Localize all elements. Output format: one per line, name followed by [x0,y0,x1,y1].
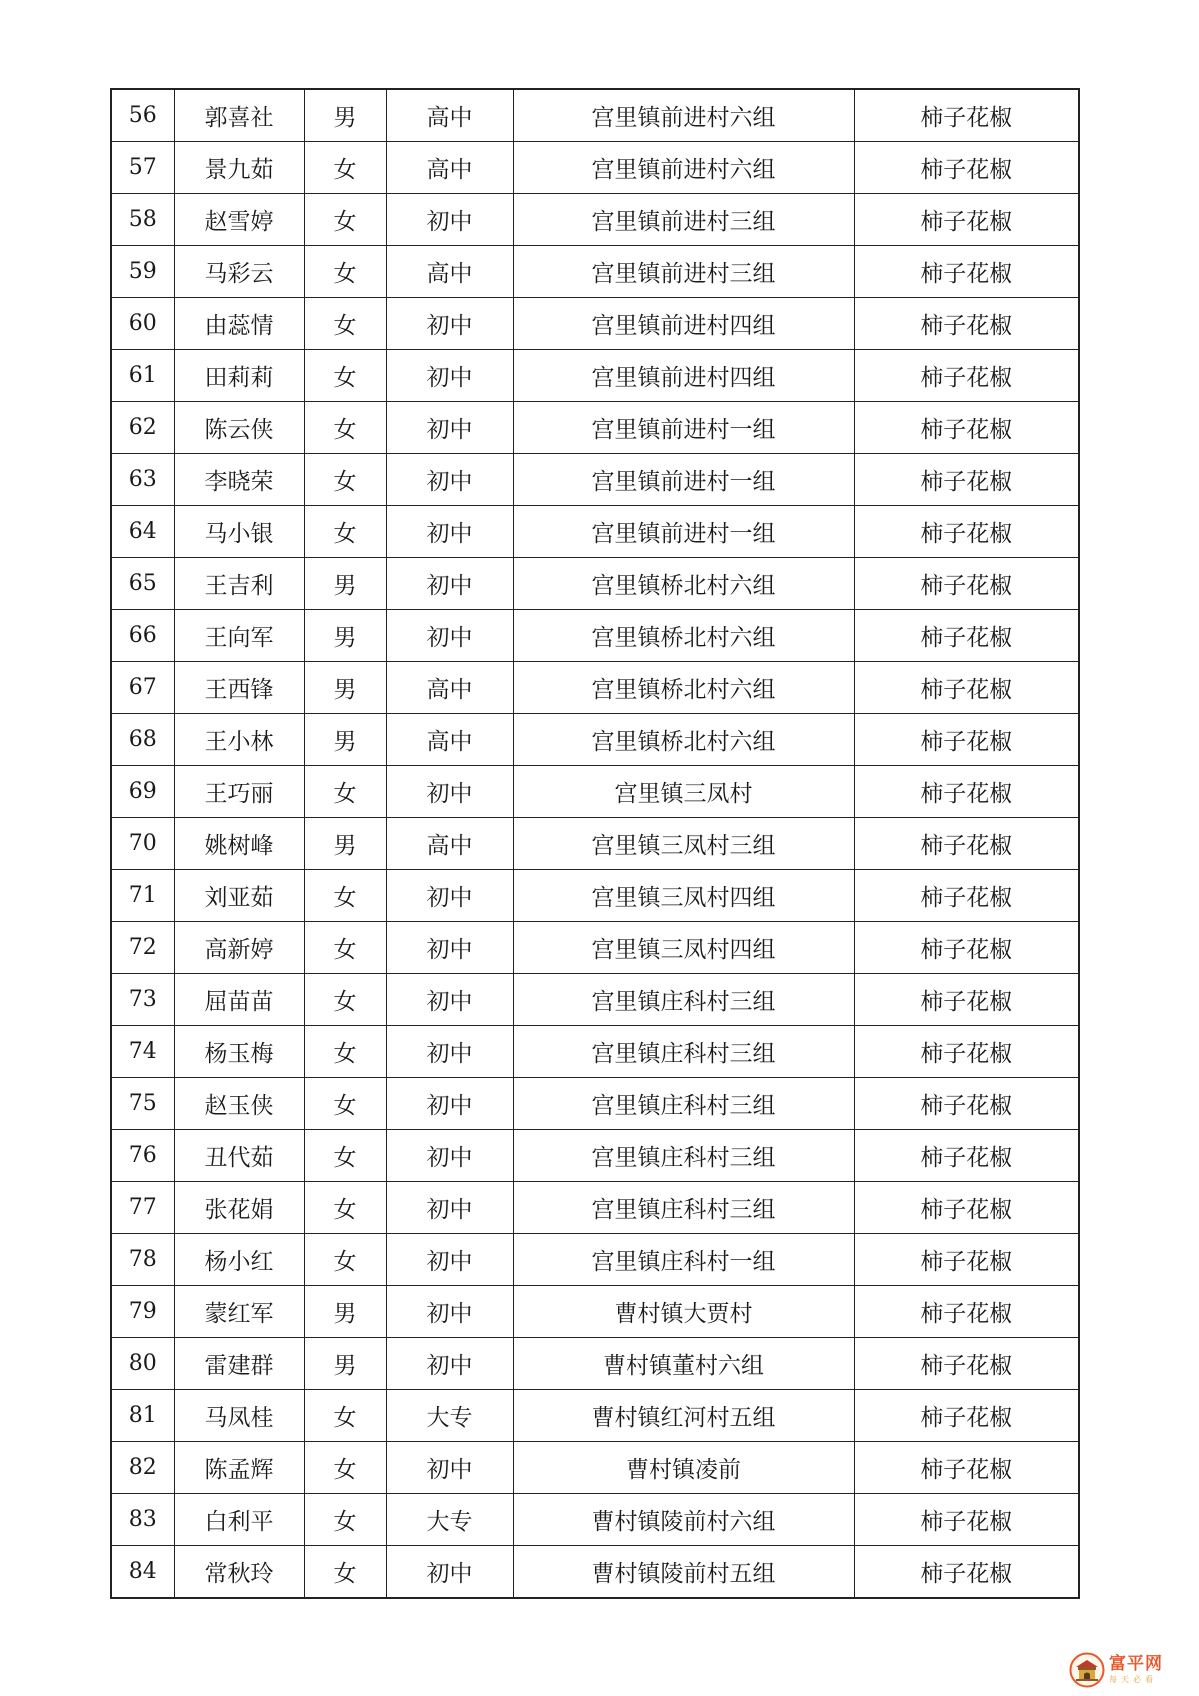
gender-cell: 女 [304,402,386,454]
address-cell: 宫里镇前进村一组 [513,454,854,506]
address-cell: 宫里镇三凤村 [513,766,854,818]
name-cell: 王向军 [174,610,304,662]
training-cell: 柿子花椒 [854,922,1079,974]
name-cell: 王西锋 [174,662,304,714]
table-row [111,298,1079,350]
name-cell: 姚树峰 [174,818,304,870]
training-cell: 柿子花椒 [854,1546,1079,1599]
address-cell: 宫里镇前进村六组 [513,89,854,142]
education-cell: 初中 [386,766,513,818]
gender-cell: 女 [304,870,386,922]
gender-cell: 女 [304,298,386,350]
row-number-cell: 63 [111,454,174,506]
row-number-cell: 65 [111,558,174,610]
roster-body [111,89,1079,1598]
name-cell: 王吉利 [174,558,304,610]
site-watermark [1069,1650,1177,1690]
education-cell: 初中 [386,922,513,974]
name-cell: 郭喜社 [174,89,304,142]
table-row [111,870,1079,922]
gender-cell: 男 [304,1286,386,1338]
table-row [111,818,1079,870]
table-row [111,454,1079,506]
education-cell: 初中 [386,1182,513,1234]
name-cell: 丑代茹 [174,1130,304,1182]
row-number-cell: 82 [111,1442,174,1494]
education-cell: 初中 [386,1078,513,1130]
gender-cell: 男 [304,558,386,610]
address-cell: 曹村镇红河村五组 [513,1390,854,1442]
name-cell: 杨玉梅 [174,1026,304,1078]
row-number-cell: 72 [111,922,174,974]
training-cell: 柿子花椒 [854,1286,1079,1338]
name-cell: 陈云侠 [174,402,304,454]
education-cell: 高中 [386,662,513,714]
table-row [111,1130,1079,1182]
education-cell: 初中 [386,1286,513,1338]
education-cell: 初中 [386,610,513,662]
address-cell: 宫里镇桥北村六组 [513,714,854,766]
table-row [111,1286,1079,1338]
gender-cell: 女 [304,1078,386,1130]
row-number-cell: 57 [111,142,174,194]
name-cell: 景九茹 [174,142,304,194]
education-cell: 初中 [386,194,513,246]
education-cell: 初中 [386,1026,513,1078]
address-cell: 宫里镇庄科村三组 [513,974,854,1026]
training-cell: 柿子花椒 [854,1130,1079,1182]
education-cell: 初中 [386,1442,513,1494]
row-number-cell: 64 [111,506,174,558]
row-number-cell: 80 [111,1338,174,1390]
table-row [111,506,1079,558]
name-cell: 王巧丽 [174,766,304,818]
table-row [111,1338,1079,1390]
row-number-cell: 83 [111,1494,174,1546]
table-row [111,610,1079,662]
row-number-cell: 84 [111,1546,174,1599]
row-number-cell: 56 [111,89,174,142]
training-cell: 柿子花椒 [854,298,1079,350]
watermark-subtitle: 每天必看 [1109,1675,1157,1684]
address-cell: 宫里镇桥北村六组 [513,662,854,714]
name-cell: 蒙红军 [174,1286,304,1338]
address-cell: 宫里镇前进村三组 [513,246,854,298]
training-cell: 柿子花椒 [854,142,1079,194]
training-cell: 柿子花椒 [854,714,1079,766]
gender-cell: 女 [304,922,386,974]
training-cell: 柿子花椒 [854,89,1079,142]
address-cell: 宫里镇庄科村一组 [513,1234,854,1286]
training-cell: 柿子花椒 [854,194,1079,246]
name-cell: 白利平 [174,1494,304,1546]
education-cell: 高中 [386,818,513,870]
training-cell: 柿子花椒 [854,402,1079,454]
training-cell: 柿子花椒 [854,974,1079,1026]
table-row [111,662,1079,714]
name-cell: 由蕊情 [174,298,304,350]
trainee-roster-table [110,88,1080,1599]
table-row [111,1182,1079,1234]
name-cell: 马小银 [174,506,304,558]
education-cell: 初中 [386,974,513,1026]
training-cell: 柿子花椒 [854,1026,1079,1078]
education-cell: 初中 [386,1234,513,1286]
education-cell: 高中 [386,142,513,194]
training-cell: 柿子花椒 [854,1390,1079,1442]
address-cell: 宫里镇三凤村三组 [513,818,854,870]
education-cell: 高中 [386,89,513,142]
table-row [111,246,1079,298]
name-cell: 雷建群 [174,1338,304,1390]
gender-cell: 男 [304,818,386,870]
address-cell: 曹村镇董村六组 [513,1338,854,1390]
training-cell: 柿子花椒 [854,1234,1079,1286]
table-row [111,1234,1079,1286]
name-cell: 杨小红 [174,1234,304,1286]
name-cell: 常秋玲 [174,1546,304,1599]
name-cell: 赵玉侠 [174,1078,304,1130]
gender-cell: 女 [304,766,386,818]
address-cell: 宫里镇三凤村四组 [513,922,854,974]
training-cell: 柿子花椒 [854,662,1079,714]
education-cell: 初中 [386,1130,513,1182]
row-number-cell: 74 [111,1026,174,1078]
table-row [111,194,1079,246]
gender-cell: 男 [304,89,386,142]
name-cell: 王小林 [174,714,304,766]
education-cell: 初中 [386,870,513,922]
gender-cell: 女 [304,350,386,402]
address-cell: 宫里镇三凤村四组 [513,870,854,922]
address-cell: 宫里镇桥北村六组 [513,610,854,662]
name-cell: 田莉莉 [174,350,304,402]
address-cell: 宫里镇前进村六组 [513,142,854,194]
row-number-cell: 69 [111,766,174,818]
row-number-cell: 77 [111,1182,174,1234]
education-cell: 大专 [386,1390,513,1442]
education-cell: 大专 [386,1494,513,1546]
row-number-cell: 59 [111,246,174,298]
table-row [111,558,1079,610]
education-cell: 初中 [386,298,513,350]
row-number-cell: 61 [111,350,174,402]
education-cell: 高中 [386,714,513,766]
table-row [111,974,1079,1026]
training-cell: 柿子花椒 [854,246,1079,298]
gender-cell: 女 [304,1390,386,1442]
education-cell: 初中 [386,350,513,402]
name-cell: 张花娟 [174,1182,304,1234]
address-cell: 宫里镇前进村三组 [513,194,854,246]
education-cell: 初中 [386,402,513,454]
table-row [111,1442,1079,1494]
gender-cell: 男 [304,1338,386,1390]
training-cell: 柿子花椒 [854,1442,1079,1494]
table-row [111,1494,1079,1546]
gender-cell: 男 [304,714,386,766]
row-number-cell: 79 [111,1286,174,1338]
row-number-cell: 60 [111,298,174,350]
table-row [111,1078,1079,1130]
gender-cell: 男 [304,610,386,662]
education-cell: 初中 [386,506,513,558]
row-number-cell: 58 [111,194,174,246]
address-cell: 曹村镇陵前村五组 [513,1546,854,1599]
address-cell: 宫里镇庄科村三组 [513,1078,854,1130]
table-row [111,402,1079,454]
training-cell: 柿子花椒 [854,870,1079,922]
name-cell: 马彩云 [174,246,304,298]
training-cell: 柿子花椒 [854,1078,1079,1130]
table-row [111,714,1079,766]
address-cell: 宫里镇前进村一组 [513,402,854,454]
gender-cell: 女 [304,1234,386,1286]
training-cell: 柿子花椒 [854,1182,1079,1234]
gender-cell: 女 [304,1130,386,1182]
gender-cell: 女 [304,506,386,558]
gender-cell: 女 [304,1182,386,1234]
row-number-cell: 70 [111,818,174,870]
gender-cell: 女 [304,194,386,246]
name-cell: 李晓荣 [174,454,304,506]
table-row [111,142,1079,194]
address-cell: 曹村镇陵前村六组 [513,1494,854,1546]
education-cell: 初中 [386,1338,513,1390]
training-cell: 柿子花椒 [854,766,1079,818]
training-cell: 柿子花椒 [854,1338,1079,1390]
gender-cell: 女 [304,1546,386,1599]
training-cell: 柿子花椒 [854,1494,1079,1546]
table-row [111,922,1079,974]
row-number-cell: 73 [111,974,174,1026]
row-number-cell: 71 [111,870,174,922]
address-cell: 宫里镇庄科村三组 [513,1026,854,1078]
table-row [111,89,1079,142]
table-row [111,1390,1079,1442]
education-cell: 初中 [386,558,513,610]
row-number-cell: 62 [111,402,174,454]
training-cell: 柿子花椒 [854,558,1079,610]
name-cell: 马凤桂 [174,1390,304,1442]
address-cell: 曹村镇大贾村 [513,1286,854,1338]
address-cell: 宫里镇庄科村三组 [513,1182,854,1234]
row-number-cell: 75 [111,1078,174,1130]
address-cell: 宫里镇庄科村三组 [513,1130,854,1182]
row-number-cell: 68 [111,714,174,766]
name-cell: 屈苗苗 [174,974,304,1026]
table-row [111,766,1079,818]
table-row [111,350,1079,402]
gender-cell: 女 [304,1442,386,1494]
table-row [111,1546,1079,1599]
training-cell: 柿子花椒 [854,610,1079,662]
name-cell: 陈孟辉 [174,1442,304,1494]
gender-cell: 女 [304,974,386,1026]
address-cell: 宫里镇前进村四组 [513,350,854,402]
name-cell: 赵雪婷 [174,194,304,246]
table-row [111,1026,1079,1078]
name-cell: 高新婷 [174,922,304,974]
row-number-cell: 67 [111,662,174,714]
name-cell: 刘亚茹 [174,870,304,922]
training-cell: 柿子花椒 [854,350,1079,402]
gender-cell: 女 [304,1026,386,1078]
gender-cell: 男 [304,662,386,714]
watermark-title: 富平网 [1109,1654,1163,1674]
gender-cell: 女 [304,1494,386,1546]
gender-cell: 女 [304,246,386,298]
training-cell: 柿子花椒 [854,454,1079,506]
gender-cell: 女 [304,454,386,506]
row-number-cell: 81 [111,1390,174,1442]
row-number-cell: 78 [111,1234,174,1286]
row-number-cell: 76 [111,1130,174,1182]
city-gate-emblem-icon [1069,1652,1105,1688]
education-cell: 初中 [386,1546,513,1599]
address-cell: 宫里镇桥北村六组 [513,558,854,610]
training-cell: 柿子花椒 [854,818,1079,870]
gender-cell: 女 [304,142,386,194]
education-cell: 高中 [386,246,513,298]
address-cell: 宫里镇前进村一组 [513,506,854,558]
training-cell: 柿子花椒 [854,506,1079,558]
education-cell: 初中 [386,454,513,506]
row-number-cell: 66 [111,610,174,662]
address-cell: 曹村镇凌前 [513,1442,854,1494]
address-cell: 宫里镇前进村四组 [513,298,854,350]
